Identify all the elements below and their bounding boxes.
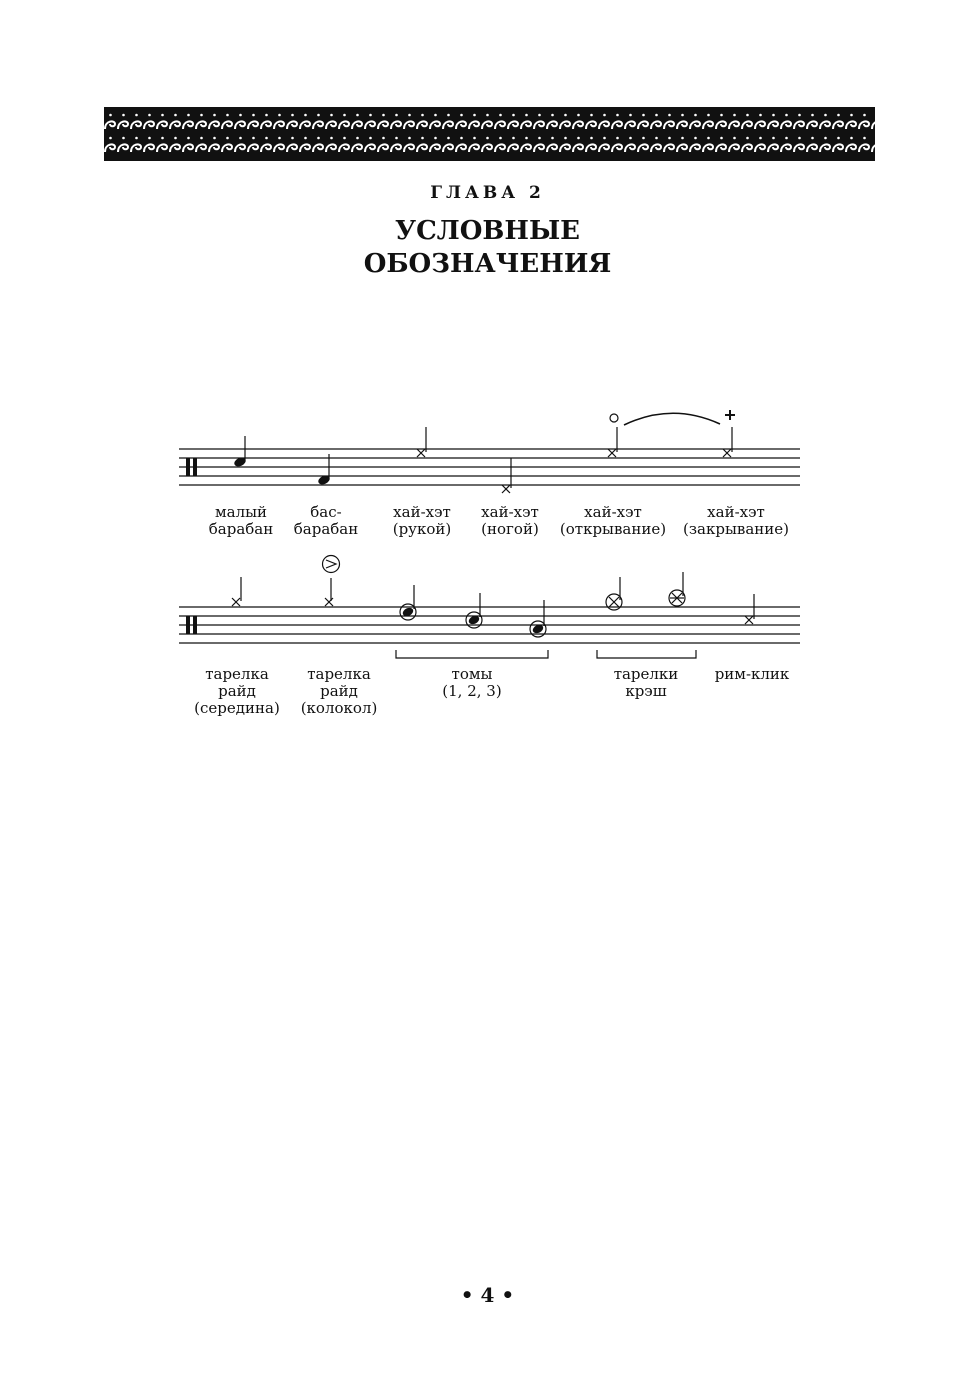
label-hihat-foot-line1: хай-хэт: [481, 503, 539, 521]
label-toms-line1: томы: [451, 665, 493, 683]
close-plus-icon: [725, 410, 735, 420]
label-ride-middle-line2: райд: [218, 682, 256, 700]
label-ride-middle-line3: (середина): [194, 699, 280, 717]
crash-2-note-icon: [669, 572, 685, 606]
label-ride-bell-line3: (колокол): [300, 699, 378, 717]
label-ride-bell: [301, 666, 378, 717]
label-rim-click: [715, 666, 790, 683]
tom-2-note-icon: [466, 593, 482, 628]
staff-1: [179, 449, 800, 485]
label-snare: [209, 504, 274, 538]
label-hihat-close: [683, 504, 789, 538]
ride-middle-note-icon: [232, 577, 241, 606]
label-bass-drum-line2: барабан: [293, 520, 359, 538]
hihat-open-note-icon: [608, 427, 617, 457]
label-crash: [614, 666, 679, 700]
open-circle-icon: [610, 414, 618, 422]
tom-3-note-icon: [530, 600, 546, 637]
chapter-title-line1: УСЛОВНЫЕ: [394, 216, 581, 246]
tie-arc-icon: [624, 413, 720, 425]
label-snare-line2: барабан: [208, 520, 274, 538]
snare-note-icon: [233, 436, 247, 468]
ride-bell-note-icon: [325, 578, 333, 606]
crash-bracket: [597, 650, 696, 658]
label-hihat-hand: [393, 504, 452, 538]
label-hihat-open-line2: (открывание): [559, 520, 667, 538]
label-ride-bell-line1: тарелка: [307, 665, 371, 683]
label-hihat-hand-line1: хай-хэт: [393, 503, 451, 521]
label-crash-line1: тарелки: [613, 665, 679, 683]
label-hihat-foot-line2: (ногой): [481, 520, 539, 538]
label-bass-drum: [294, 504, 359, 538]
toms-bracket: [396, 650, 548, 658]
label-ride-middle: [194, 666, 280, 717]
tom-1-note-icon: [400, 585, 416, 620]
rim-click-note-icon: [745, 594, 754, 624]
page-number: • 4 •: [460, 1283, 515, 1307]
label-hihat-close-line1: хай-хэт: [707, 503, 765, 521]
bass-drum-note-icon: [317, 454, 331, 486]
label-rim-click-line1: рим-клик: [714, 665, 790, 683]
label-hihat-open: [560, 504, 666, 538]
label-hihat-hand-line2: (рукой): [392, 520, 452, 538]
hihat-hand-note-icon: [417, 427, 426, 457]
label-ride-bell-line2: райд: [320, 682, 358, 700]
label-hihat-close-line2: (закрывание): [682, 520, 790, 538]
staff-2: [179, 607, 800, 643]
label-hihat-foot: [481, 504, 539, 538]
label-bass-drum-line1: бас-: [310, 503, 342, 521]
chapter-title-line2: ОБОЗНАЧЕНИЯ: [363, 249, 612, 279]
crash-1-note-icon: [606, 577, 622, 610]
hihat-close-note-icon: [723, 427, 732, 457]
label-snare-line1: малый: [214, 503, 268, 521]
label-hihat-open-line1: хай-хэт: [584, 503, 642, 521]
label-ride-middle-line1: тарелка: [205, 665, 269, 683]
label-toms-line2: (1, 2, 3): [442, 682, 502, 700]
chapter-label: ГЛАВА 2: [430, 183, 545, 203]
label-crash-line2: крэш: [625, 682, 667, 700]
bell-accent-icon: [323, 556, 340, 573]
label-toms: [442, 666, 501, 700]
